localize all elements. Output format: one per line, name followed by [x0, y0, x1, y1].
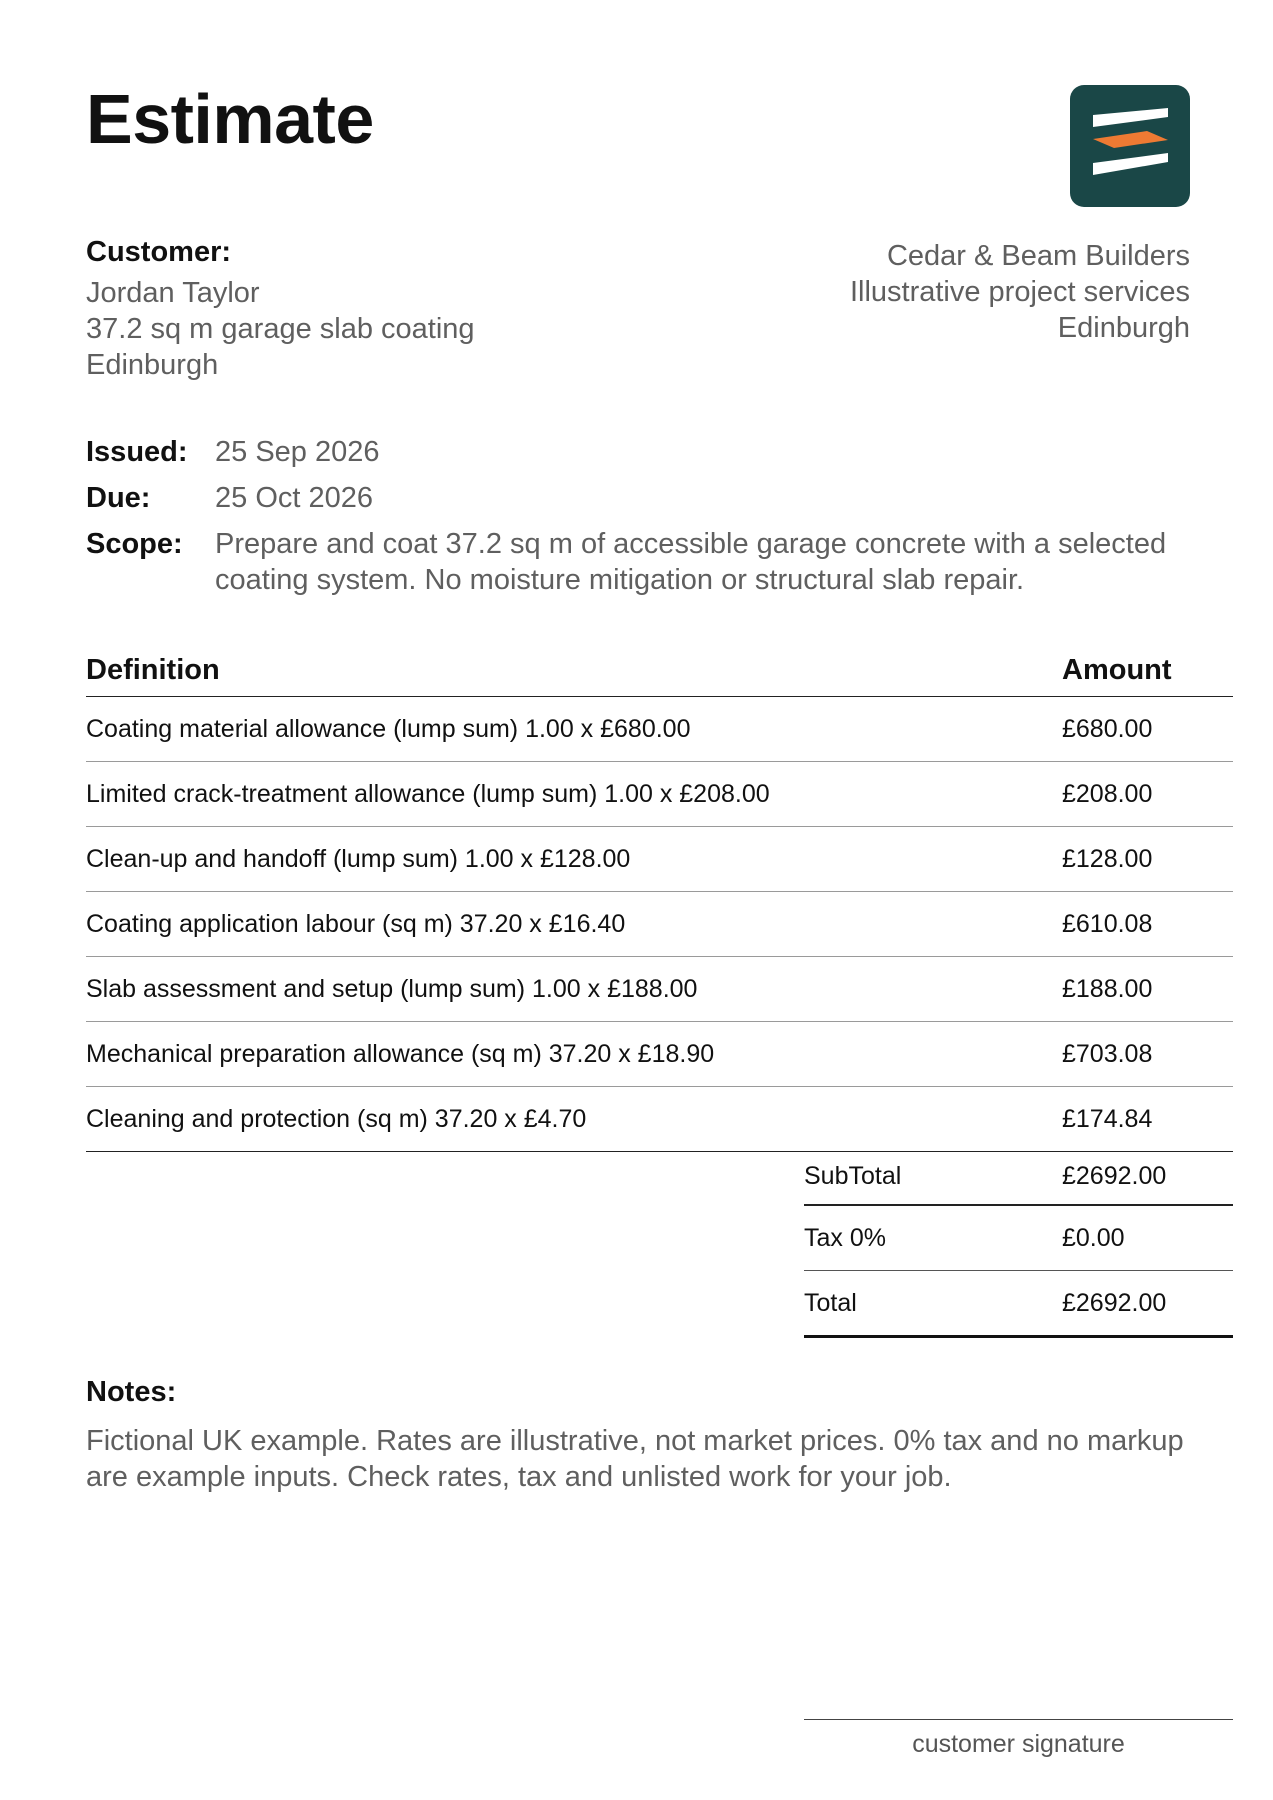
table-row: [86, 892, 1233, 957]
issued-row: [86, 434, 1226, 470]
notes-block: [86, 1376, 1206, 1495]
line-items-table: [86, 652, 1233, 1152]
company-logo-icon: [1070, 85, 1190, 207]
tax-value: £0.00: [1062, 1205, 1233, 1271]
due-label: Due:: [86, 482, 151, 514]
line-item-definition: Coating material allowance (lump sum) 1.00 x £680.00: [86, 697, 1062, 762]
company-block: [850, 238, 1190, 346]
table-row: [86, 697, 1233, 762]
notes-text: Fictional UK example. Rates are illustrative, not market prices. 0% tax and no markup are example inputs. Check rates, tax and unlisted work for your job.: [86, 1425, 1184, 1493]
line-item-amount: £128.00: [1062, 827, 1233, 892]
page-title: Estimate: [86, 80, 374, 158]
customer-signature-line[interactable]: [804, 1719, 1233, 1759]
company-location: Edinburgh: [1057, 312, 1190, 344]
customer-location: Edinburgh: [86, 349, 219, 381]
amount-column-header: Amount: [1062, 652, 1233, 697]
line-item-definition: Slab assessment and setup (lump sum) 1.00 x £188.00: [86, 957, 1062, 1022]
signature-label: customer signature: [912, 1730, 1125, 1758]
logo-background: [1070, 85, 1190, 207]
line-item-amount: £610.08: [1062, 892, 1233, 957]
estimate-meta: [86, 434, 1226, 598]
tax-label: Tax 0%: [804, 1205, 1062, 1271]
line-item-definition: Coating application labour (sq m) 37.20 x £16.40: [86, 892, 1062, 957]
line-item-definition: Limited crack-treatment allowance (lump sum) 1.00 x £208.00: [86, 762, 1062, 827]
totals-table: [804, 1148, 1233, 1338]
definition-column-header: Definition: [86, 652, 1062, 697]
customer-label: Customer:: [86, 236, 232, 268]
table-row: [86, 762, 1233, 827]
line-item-amount: £208.00: [1062, 762, 1233, 827]
table-row: [86, 827, 1233, 892]
company-tagline: Illustrative project services: [849, 276, 1190, 308]
subtotal-label: SubTotal: [804, 1148, 1062, 1205]
total-label: Total: [804, 1271, 1062, 1337]
due-date: 25 Oct 2026: [215, 482, 373, 514]
total-value: £2692.00: [1062, 1271, 1233, 1337]
line-item-amount: £680.00: [1062, 697, 1233, 762]
subtotal-row: [804, 1148, 1233, 1205]
due-row: [86, 480, 1226, 516]
scope-row: [86, 526, 1226, 598]
company-name: Cedar & Beam Builders: [886, 240, 1190, 272]
issued-date: 25 Sep 2026: [215, 436, 380, 468]
scope-label: Scope:: [86, 528, 183, 560]
customer-project: 37.2 sq m garage slab coating: [86, 313, 475, 345]
table-row: [86, 957, 1233, 1022]
line-item-amount: £703.08: [1062, 1022, 1233, 1087]
table-row: [86, 1087, 1233, 1152]
line-item-amount: £188.00: [1062, 957, 1233, 1022]
notes-label: Notes:: [86, 1376, 177, 1408]
table-header-row: [86, 652, 1233, 697]
subtotal-value: £2692.00: [1062, 1148, 1233, 1205]
tax-row: [804, 1205, 1233, 1271]
customer-name: Jordan Taylor: [86, 277, 260, 309]
line-item-amount: £174.84: [1062, 1087, 1233, 1152]
line-item-definition: Mechanical preparation allowance (sq m) 37.20 x £18.90: [86, 1022, 1062, 1087]
issued-label: Issued:: [86, 436, 188, 468]
line-item-definition: Cleaning and protection (sq m) 37.20 x £4.70: [86, 1087, 1062, 1152]
total-row: [804, 1271, 1233, 1337]
line-item-definition: Clean-up and handoff (lump sum) 1.00 x £128.00: [86, 827, 1062, 892]
table-row: [86, 1022, 1233, 1087]
customer-block: [86, 236, 475, 383]
scope-text: Prepare and coat 37.2 sq m of accessible garage concrete with a selected coating system. No moisture mitigation or structural slab repair.: [215, 528, 1167, 596]
